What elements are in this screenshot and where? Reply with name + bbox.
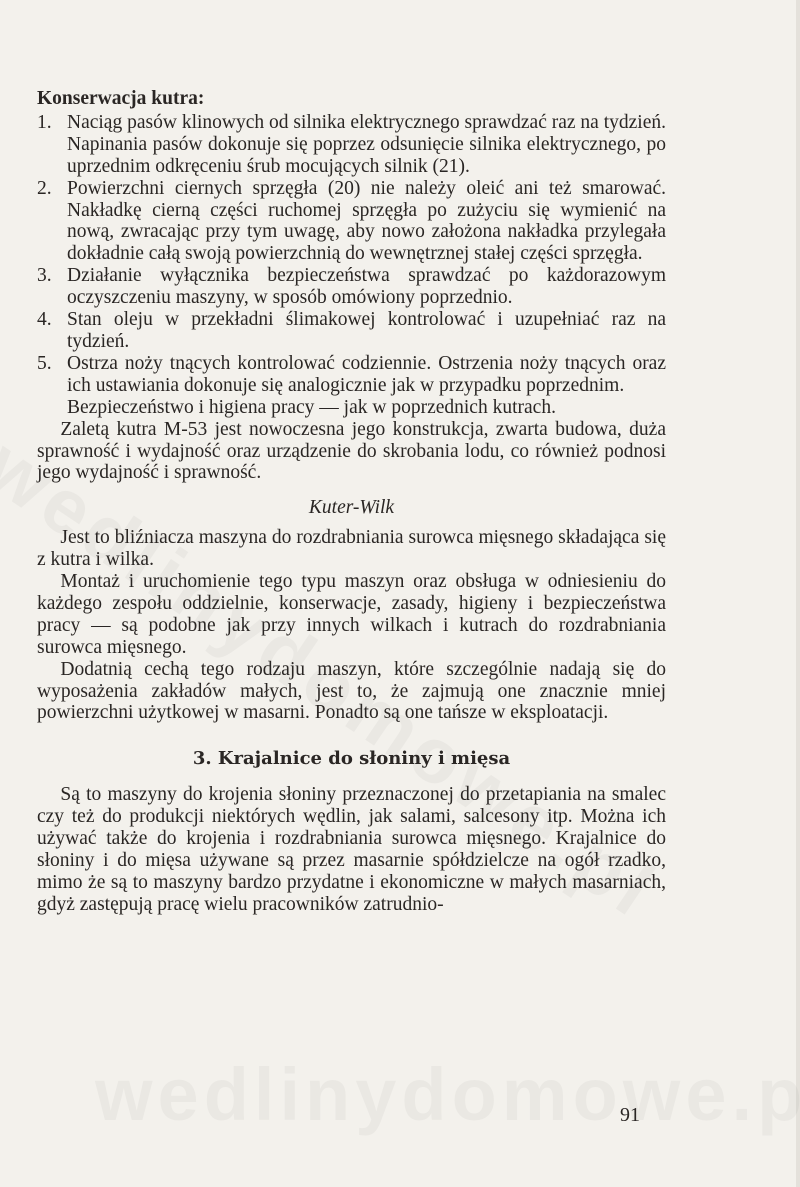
kuter-wilk-title: Kuter-Wilk — [308, 497, 395, 519]
page-number: 91 — [620, 1104, 640, 1126]
kuter-wilk-paragraph-1: Jest to bliźniacza maszyna do rozdrabniania surowca mięsnego składająca się z kutra i wilka. — [37, 527, 666, 571]
kuter-wilk-paragraph-2: Montaż i uruchomienie tego typu maszyn oraz obsługa w odniesieniu do każdego zespołu oddzielnie, konserwacje, zasady, higieny i bezpieczeństwa pracy — są podobne jak przy innych wilkach i kutrach do rozdrabniania surowca mięsnego. — [37, 571, 666, 658]
item-text: Ostrza noży tnących kontrolować codziennie. Ostrzenia noży tnących oraz ich ustawiania dokonuje się analogicznie jak w przypadku poprzednim. — [67, 352, 666, 396]
item-text: Powierzchni ciernych sprzęgła (20) nie należy oleić ani też smarować. Nakładkę cierną części ruchomej sprzęgła po zużyciu się wymienić na nową, zwracając przy tym uwagę, aby nowo założona nakładka przylegała dokładnie całą swoją powierzchnią do wewnętrznej stałej części sprzęgła. — [67, 177, 666, 265]
item-number: 2. — [37, 177, 52, 199]
section-3-paragraph: Są to maszyny do krojenia słoniny przeznaczonej do przetapiania na smalec czy też do produkcji niektórych wędlin, jak salami, salcesony itp. Można ich używać także do krojenia i rozdrabniania surowca mięsnego. Krajalnice do słoniny i do mięsa używane są przez masarnie spółdzielcze na ogół rzadko, mimo że są to maszyny bardzo przydatne i ekonomiczne w małych masarniach, gdyż zastępują pracę wielu pracowników zatrudnio- — [37, 784, 666, 915]
watermark-bottom — [95, 1052, 800, 1137]
section-3-heading: 3. Krajalnice do słoniny i mięsa — [192, 748, 511, 770]
conservation-list — [37, 112, 666, 397]
conservation-item-2 — [37, 178, 666, 266]
conservation-heading: Konserwacja kutra: — [37, 88, 205, 109]
item-text: Działanie wyłącznika bezpieczeństwa sprawdzać po każdorazowym oczyszczeniu maszyny, w sposób omówiony poprzednio. — [67, 265, 666, 309]
summary-paragraph: Zaletą kutra M-53 jest nowoczesna jego konstrukcja, zwarta budowa, duża sprawność i wydajność oraz urządzenie do skrobania lodu, co również podnosi jego wydajność i sprawność. — [37, 418, 666, 484]
item-number: 1. — [37, 111, 52, 133]
item-number: 4. — [37, 309, 52, 331]
item-text: Stan oleju w przekładni ślimakowej kontrolować i uzupełniać raz na tydzień. — [67, 309, 666, 352]
safety-note: Bezpieczeństwo i higiena pracy — jak w poprzednich kutrach. — [67, 396, 556, 418]
kuter-wilk-paragraph-3: Dodatnią cechą tego rodzaju maszyn, które szczególnie nadają się do wyposażenia zakładów małych, jest to, że zajmują one znacznie mniej powierzchni użytkowej w masarni. Ponadto są one tańsze w eksploatacji. — [37, 658, 666, 724]
conservation-item-5 — [37, 353, 666, 397]
page-content — [37, 88, 666, 916]
item-number: 3. — [37, 265, 52, 287]
conservation-item-4 — [37, 309, 666, 353]
page-edge — [796, 0, 800, 1187]
item-number: 5. — [37, 352, 52, 374]
conservation-item-1 — [37, 112, 666, 178]
item-text: Naciąg pasów klinowych od silnika elektrycznego sprawdzać raz na tydzień. Napinania pasów dokonuje się poprzez odsunięcie silnika elektrycznego, po uprzednim odkręceniu śrub mocujących silnik (21). — [67, 111, 666, 177]
conservation-item-3 — [37, 265, 666, 309]
